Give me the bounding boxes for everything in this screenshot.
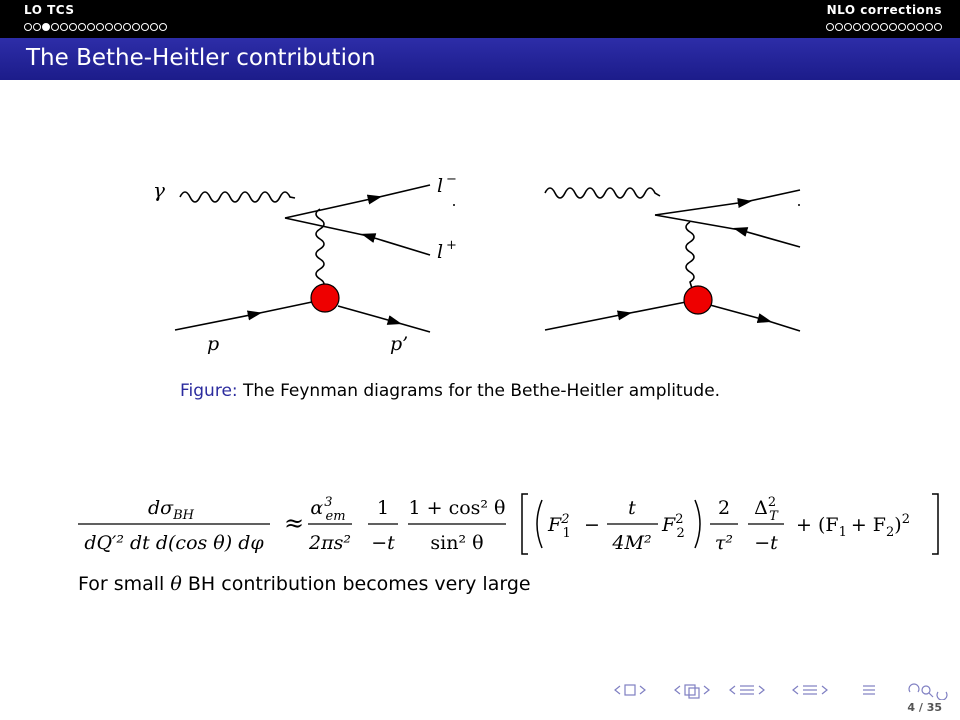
frame-dot[interactable]	[835, 23, 843, 31]
svg-text:4M²: 4M²	[612, 532, 652, 554]
frame-dot[interactable]	[826, 23, 834, 31]
figure-caption	[180, 381, 720, 401]
svg-text:Δ2T: $\Delta^2$ T	[754, 495, 778, 524]
frame-dot[interactable]	[24, 23, 32, 31]
virtual-photon-line-2	[686, 222, 694, 295]
lepton-line-bottom-b-2	[655, 215, 740, 230]
svg-text:F21: $F^2$ 1	[548, 512, 571, 541]
lepton-plus-line-a	[368, 236, 430, 255]
formula-cos-sin-fraction	[408, 497, 506, 554]
frame-dot[interactable]	[862, 23, 870, 31]
frame-dot[interactable]	[916, 23, 924, 31]
frame-dot[interactable]	[925, 23, 933, 31]
proton-out-line-b-2	[765, 320, 800, 331]
lepton-minus-line-b	[375, 185, 430, 198]
proton-out-line-a	[338, 306, 395, 322]
frame-dot[interactable]	[123, 23, 131, 31]
nav-subsection-icon[interactable]	[685, 685, 699, 698]
page-total: 35	[926, 701, 942, 714]
frame-dots-nlo	[826, 20, 942, 34]
svg-text:1: 1	[376, 497, 390, 519]
frame-dot[interactable]	[105, 23, 113, 31]
page-separator: /	[918, 701, 923, 714]
nav-document-icon[interactable]	[803, 686, 817, 694]
lepton-plus-line-b	[285, 218, 368, 236]
frame-dot[interactable]	[141, 23, 149, 31]
beamer-navigation-symbols	[612, 680, 952, 700]
proton-in-line-a	[175, 314, 255, 330]
frame-dot[interactable]	[907, 23, 915, 31]
right-paren	[695, 500, 700, 548]
body-text-before: For small	[78, 573, 165, 595]
nav-subsection-next-icon[interactable]	[704, 686, 709, 694]
frame-dot[interactable]	[853, 23, 861, 31]
feynman-diagrams-figure	[0, 80, 960, 380]
caption-label: Figure:	[180, 381, 238, 401]
frame-dot[interactable]	[33, 23, 41, 31]
svg-text:α3em: $\alpha^3$ em	[310, 495, 346, 524]
frame-dot[interactable]	[69, 23, 77, 31]
page-number	[907, 701, 942, 714]
frame-dot[interactable]	[871, 23, 879, 31]
frame-dot[interactable]	[934, 23, 942, 31]
svg-text:F22: $F^2$ 2	[662, 512, 685, 541]
diagram-dot-2	[798, 204, 800, 206]
nav-document-prev-icon[interactable]	[793, 686, 798, 694]
svg-text:2πs²: 2πs²	[309, 532, 351, 554]
lepton-line-top-b-2	[745, 190, 800, 202]
frame-dot[interactable]	[844, 23, 852, 31]
frame-dot[interactable]	[150, 23, 158, 31]
slide-title-bar	[0, 38, 960, 80]
hadronic-vertex-blob-2	[684, 286, 712, 314]
lepton-plus-sup: +	[446, 238, 457, 253]
lepton-minus-line-a	[285, 198, 375, 218]
feynman-diagram-right	[545, 188, 800, 331]
photon-line-incoming-2	[545, 188, 660, 198]
lepton-minus-sup: −	[446, 172, 457, 187]
nav-frame-prev-icon[interactable]	[615, 686, 620, 694]
formula-lhs	[78, 497, 270, 554]
theta-symbol: θ	[170, 573, 182, 595]
body-text	[78, 573, 531, 595]
body-text-after: BH contribution becomes very large	[187, 573, 531, 595]
frame-dot[interactable]	[42, 23, 50, 31]
svg-text:sin² θ: sin² θ	[430, 532, 484, 554]
svg-text:dσBH: $d\sigma_{BH}$	[147, 497, 195, 523]
photon-line-incoming	[180, 192, 295, 202]
formula-one-over-minus-t	[368, 497, 398, 554]
left-paren	[537, 500, 542, 548]
nav-back-search-icon[interactable]	[909, 684, 947, 700]
proton-in-line-b-2	[625, 302, 686, 314]
nav-document-next-icon[interactable]	[822, 686, 827, 694]
svg-text:2: 2	[717, 497, 731, 519]
svg-text:−: −	[584, 514, 600, 536]
proton-in-line-b	[255, 302, 312, 314]
feynman-diagram-left	[153, 172, 457, 355]
frame-dots-lo-tcs	[24, 20, 167, 34]
lepton-minus-label: l	[437, 175, 444, 197]
proton-out-label: p’	[390, 333, 409, 355]
nav-frame-icon[interactable]	[625, 685, 635, 695]
frame-dot[interactable]	[51, 23, 59, 31]
frame-dot[interactable]	[60, 23, 68, 31]
proton-out-line-a-2	[710, 305, 765, 320]
svg-text:+ (F1+ F2)2: + $(F_1 + F_2)^2$	[796, 512, 910, 540]
frame-dot[interactable]	[114, 23, 122, 31]
nav-frame-next-icon[interactable]	[640, 686, 645, 694]
lepton-plus-label: l	[437, 241, 444, 263]
formula-two-over-tau2	[710, 497, 738, 554]
frame-dot[interactable]	[132, 23, 140, 31]
frame-dot[interactable]	[96, 23, 104, 31]
svg-text:1 + cos² θ: 1 + cos² θ	[408, 497, 506, 519]
nav-appendix-icon[interactable]	[863, 686, 875, 694]
right-bracket	[932, 494, 938, 554]
proton-out-line-b	[395, 322, 430, 332]
formula-alpha-fraction	[308, 495, 352, 554]
formula-t-over-4m2	[607, 497, 658, 554]
proton-in-label: p	[207, 333, 220, 355]
formula-delta-over-minus-t	[748, 495, 784, 554]
section-title-lo-tcs[interactable]: LO TCS	[24, 3, 75, 17]
frame-dot[interactable]	[78, 23, 86, 31]
svg-text:t: t	[628, 497, 636, 519]
approx-sign: ≈	[284, 509, 305, 537]
nav-section-nlo[interactable]	[826, 3, 942, 34]
svg-text:−t: −t	[371, 532, 395, 554]
photon-label: γ	[153, 178, 165, 202]
nav-symbols-svg	[612, 680, 952, 700]
caption-text: The Feynman diagrams for the Bethe-Heitler amplitude.	[243, 381, 721, 401]
frame-dot[interactable]	[159, 23, 167, 31]
frame-dot[interactable]	[880, 23, 888, 31]
nav-section-icon[interactable]	[740, 686, 754, 694]
nav-subsection-prev-icon[interactable]	[675, 686, 680, 694]
navigation-bar	[0, 0, 960, 38]
formula-bracket-content	[547, 497, 685, 554]
bethe-heitler-cross-section-formula	[70, 482, 950, 572]
hadronic-vertex-blob	[311, 284, 339, 312]
nav-section-next-icon[interactable]	[759, 686, 764, 694]
nav-section-prev-icon[interactable]	[730, 686, 735, 694]
svg-text:τ²: τ²	[714, 532, 734, 554]
slide-title: The Bethe-Heitler contribution	[26, 45, 376, 71]
frame-dot[interactable]	[898, 23, 906, 31]
proton-in-line-a-2	[545, 314, 625, 330]
frame-dot[interactable]	[87, 23, 95, 31]
diagram-dot	[453, 204, 455, 206]
page-current: 4	[907, 701, 915, 714]
svg-text:−t: −t	[754, 532, 778, 554]
lepton-line-bottom-a-2	[740, 230, 800, 247]
frame-dot[interactable]	[889, 23, 897, 31]
svg-text:dQ′² dt d(cos θ) dφ: dQ′² dt d(cos θ) dφ	[84, 532, 264, 554]
nav-section-lo-tcs[interactable]	[24, 3, 167, 34]
lepton-line-top-a-2	[655, 202, 745, 215]
left-bracket	[522, 494, 528, 554]
section-title-nlo-corrections[interactable]: NLO corrections	[826, 3, 942, 17]
